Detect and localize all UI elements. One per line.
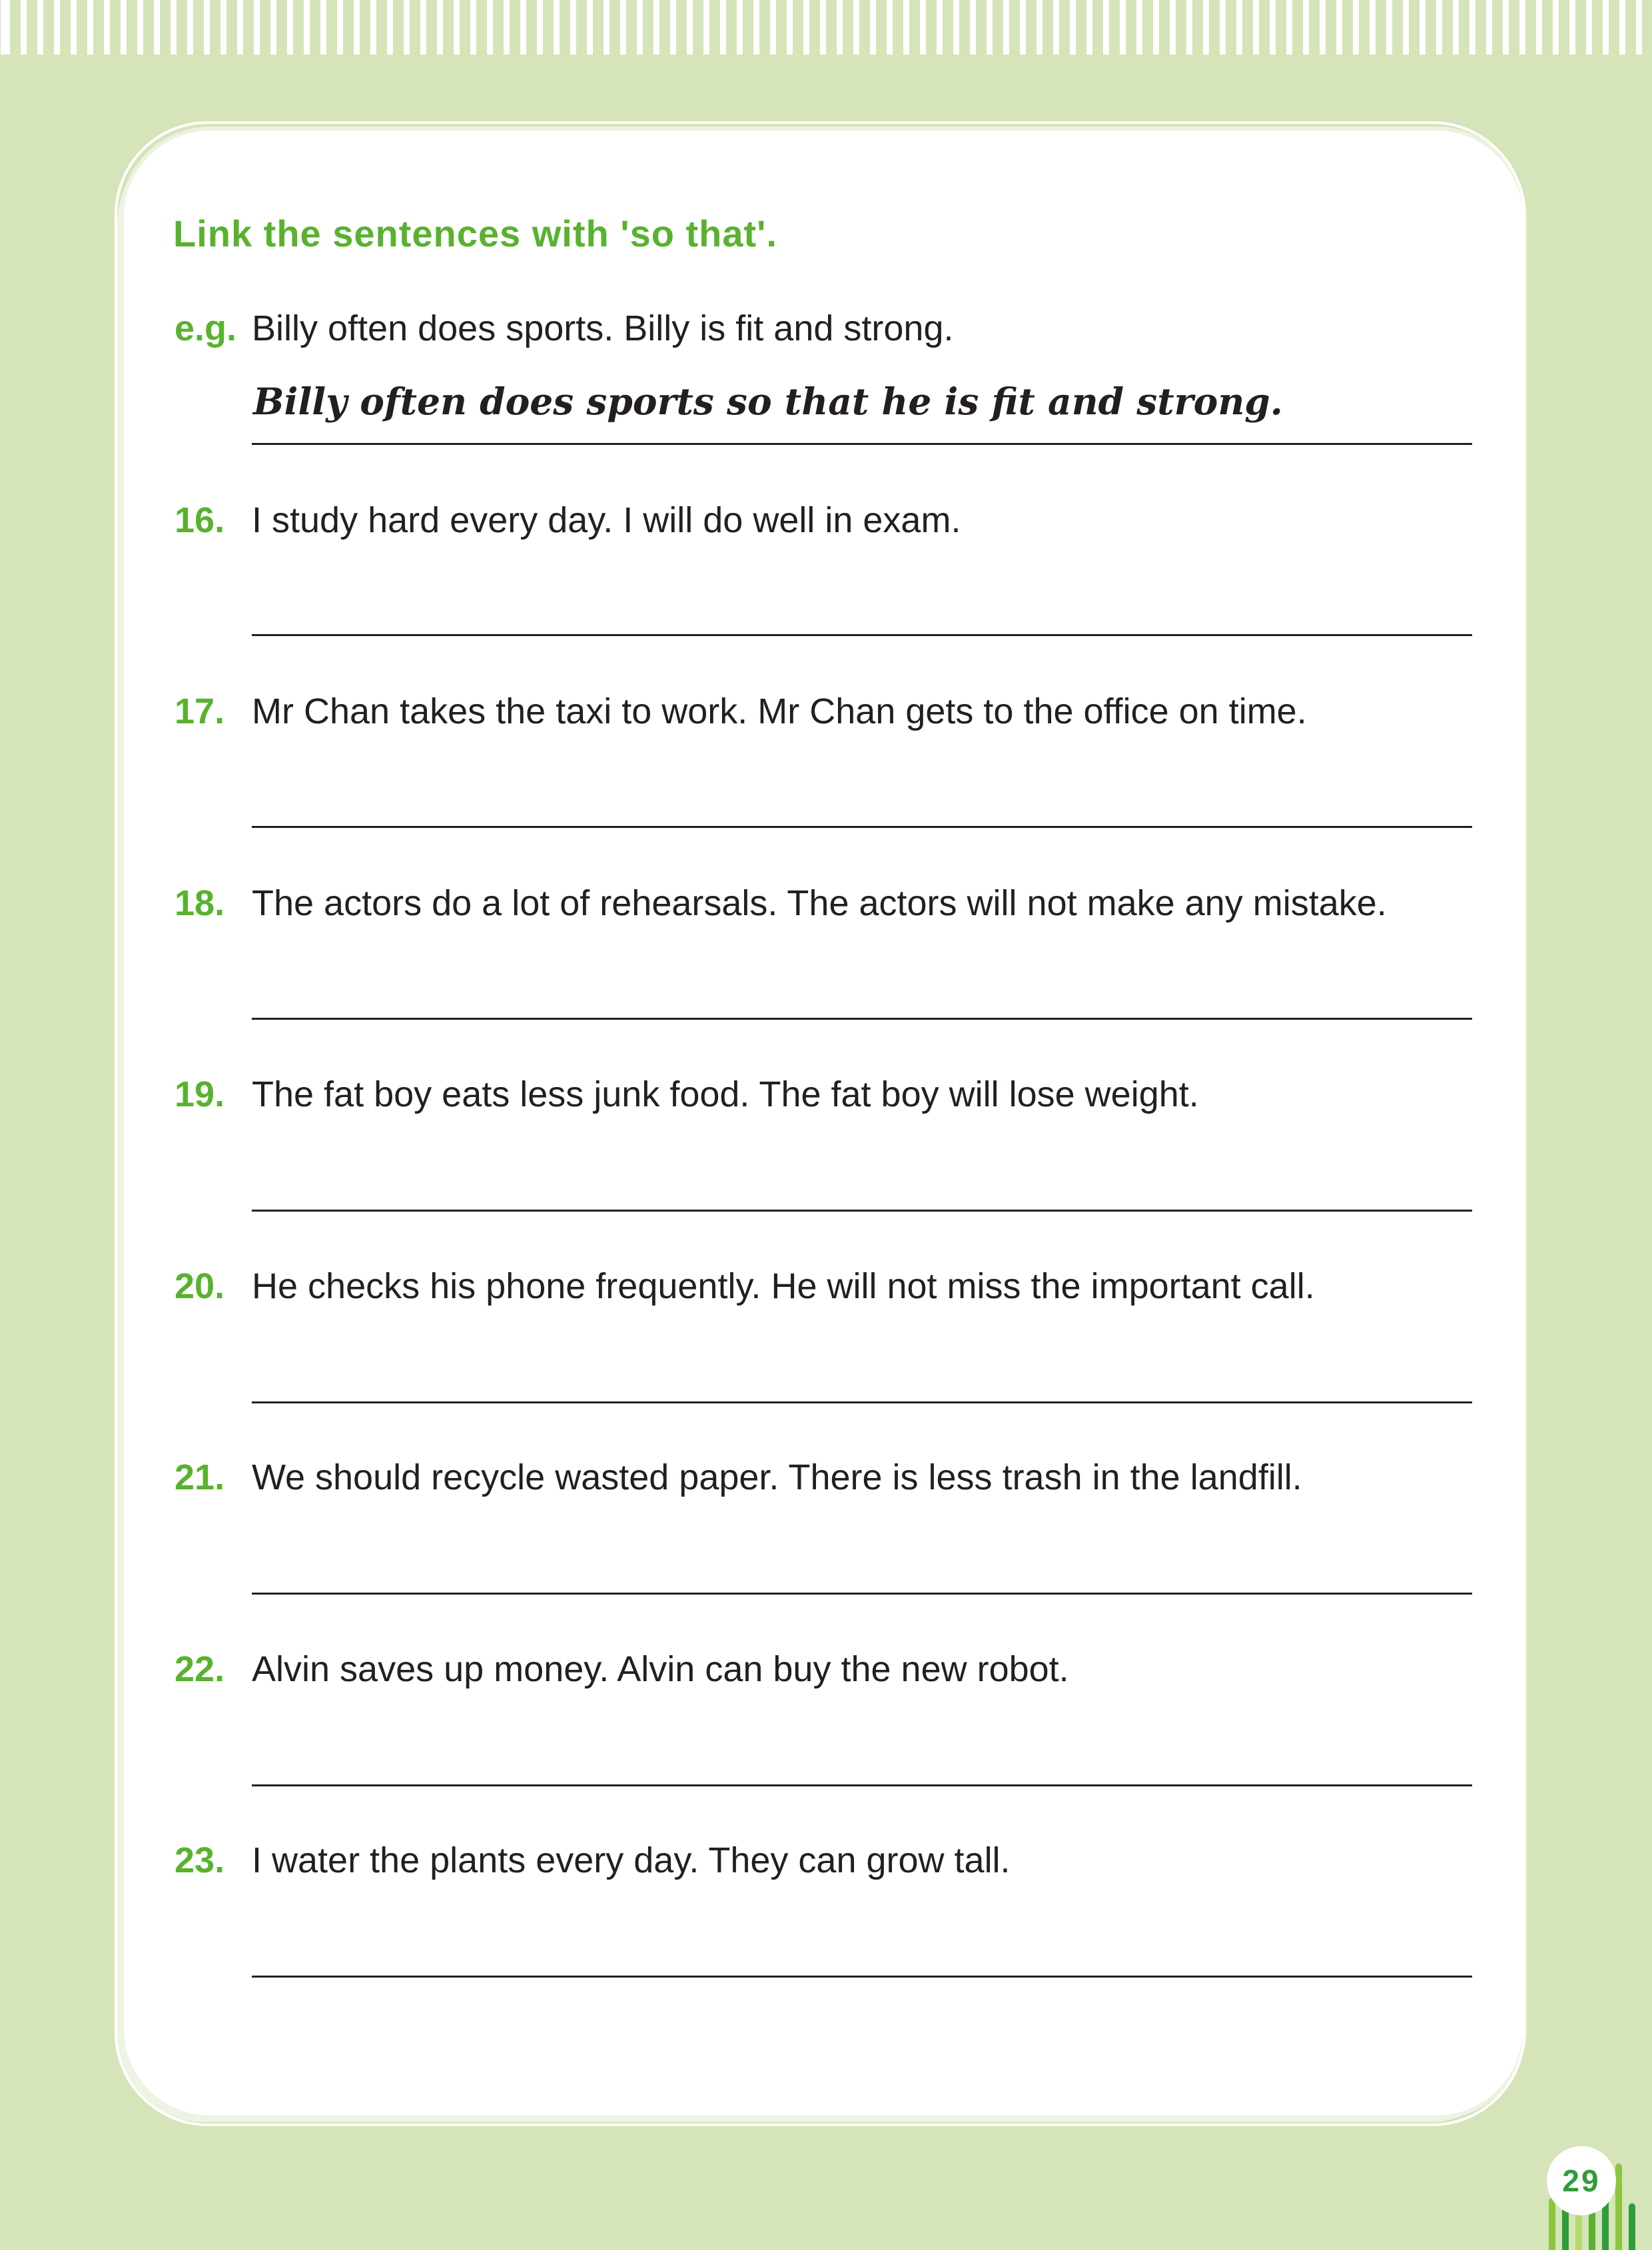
decor-stripe [1615,2163,1622,2250]
question-text: The fat boy eats less junk food. The fat boy will lose weight. [252,1074,1199,1114]
answer-line-20[interactable] [252,1401,1472,1403]
instruction-heading: Link the sentences with 'so that'. [173,212,778,254]
question-number: 17. [175,691,225,731]
example-label: e.g. [175,308,237,348]
question-number: 16. [175,500,225,540]
answer-line-16[interactable] [252,634,1472,636]
question-text: He checks his phone frequently. He will not miss the important call. [252,1266,1315,1306]
question-text: I study hard every day. I will do well in exam. [252,500,961,540]
question-text: Mr Chan takes the taxi to work. Mr Chan gets to the office on time. [252,691,1307,731]
page-number-badge [1547,2146,1616,2215]
question-text: I water the plants every day. They can grow tall. [252,1840,1011,1880]
question-text: We should recycle wasted paper. There is less trash in the landfill. [252,1457,1302,1497]
question-number: 20. [175,1266,225,1306]
decor-stripe [1575,2210,1582,2250]
answer-line-17[interactable] [252,826,1472,828]
question-number: 22. [175,1649,225,1689]
worksheet-card [124,131,1523,2115]
question-number: 18. [175,883,225,923]
decor-stripe [1629,2203,1635,2250]
question-text: Alvin saves up money. Alvin can buy the new robot. [252,1649,1069,1689]
example-answer: Billy often does sports so that he is fit and strong. [253,380,1283,423]
answer-line-21[interactable] [252,1593,1472,1595]
example-answer-line [252,443,1472,445]
page-number: 29 [1562,2163,1601,2198]
question-number: 19. [175,1074,225,1114]
answer-line-19[interactable] [252,1210,1472,1212]
question-number: 23. [175,1840,225,1880]
answer-line-18[interactable] [252,1018,1472,1020]
answer-line-22[interactable] [252,1784,1472,1786]
question-text: The actors do a lot of rehearsals. The actors will not make any mistake. [252,883,1387,923]
decor-stripe [1549,2198,1555,2250]
example-text: Billy often does sports. Billy is fit and strong. [252,308,954,348]
top-decorative-ticks [0,0,1652,55]
question-number: 21. [175,1457,225,1497]
answer-line-23[interactable] [252,1976,1472,1978]
